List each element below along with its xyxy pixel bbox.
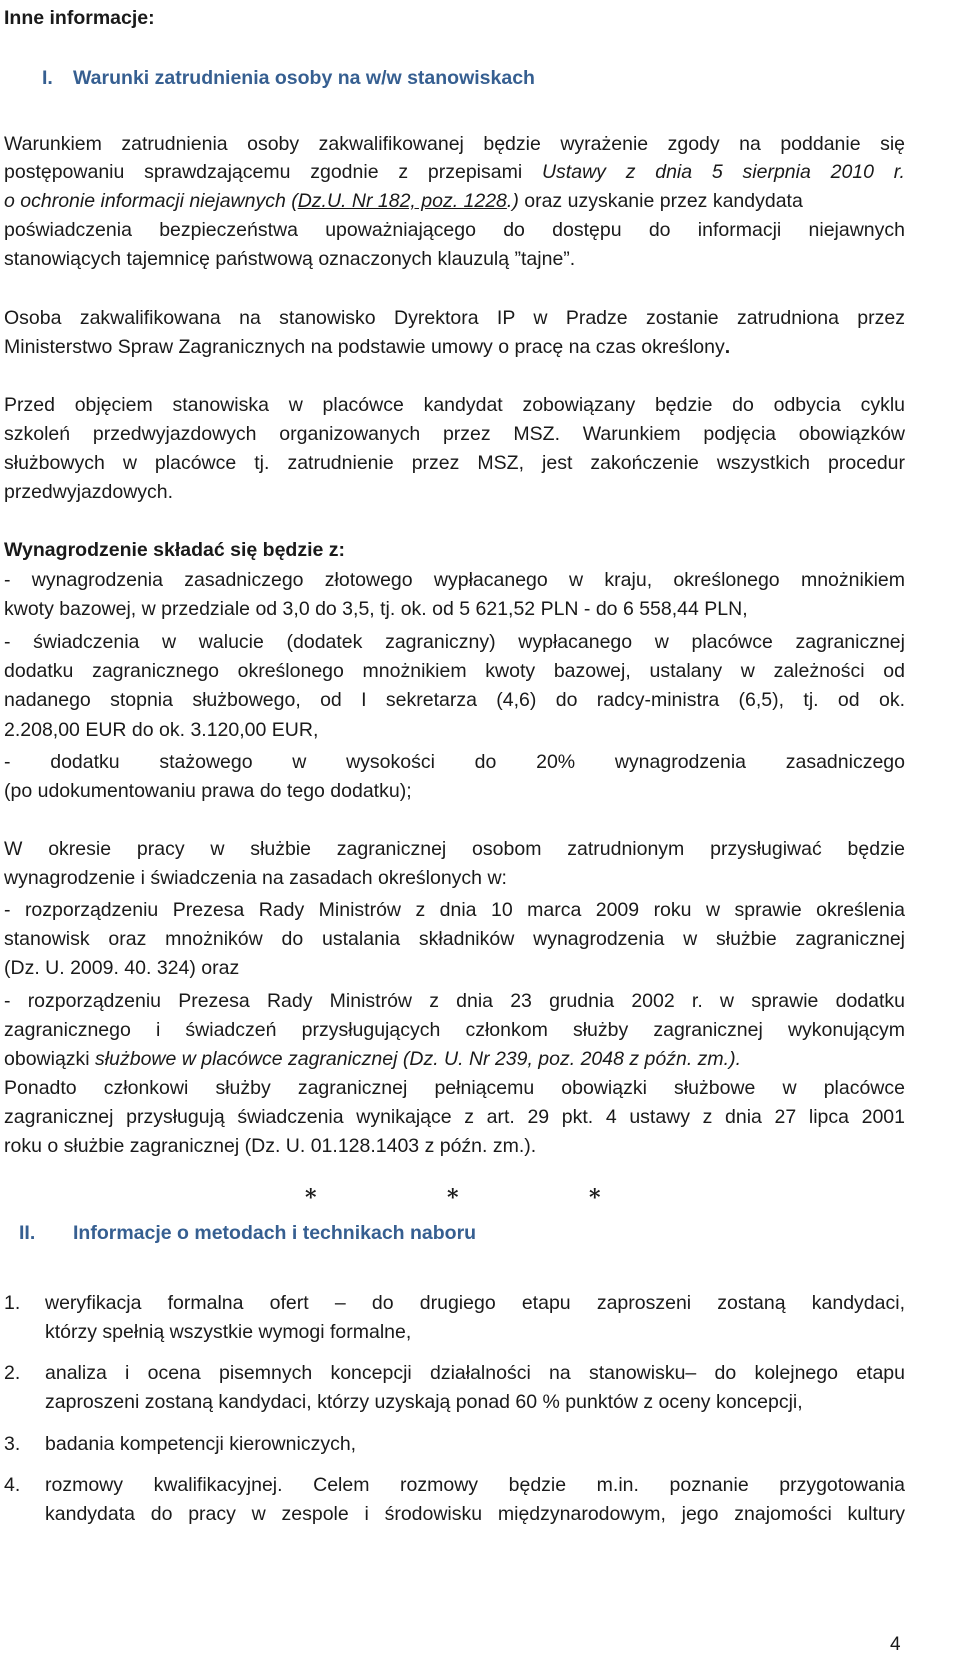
text-line: - rozporządzeniu Prezesa Rady Ministrów z dnia 23 grudnia 2002 r. w sprawie dodatku (4, 990, 905, 1012)
text-line: - świadczenia w walucie (dodatek zagraniczny) wypłacanego w placówce zagranicznej (4, 631, 905, 653)
salary-heading: Wynagrodzenie składać się będzie z: (4, 539, 346, 561)
text-line: (po udokumentowaniu prawa do tego dodatku); (4, 780, 412, 802)
text-line: (Dz. U. 2009. 40. 324) oraz (4, 957, 240, 979)
text-line: dodatku zagranicznego określonego mnożnikiem kwoty bazowej, ustalany w zależności od (4, 660, 905, 682)
text-line: kwoty bazowej, w przedziale od 3,0 do 3,5, tj. ok. od 5 621,52 PLN - do 6 558,44 PLN, (4, 598, 748, 620)
text-line: Ministerstwo Spraw Zagranicznych na podstawie umowy o pracę na czas określony. (4, 336, 731, 358)
separator-star: * (447, 1185, 459, 1211)
page-number: 4 (890, 1634, 901, 1655)
text-line: Ponadto członkowi służby zagranicznej pełniącemu obowiązki służbowe w placówce (4, 1077, 905, 1099)
list-item: kandydata do pracy w zespole i środowisku międzynarodowym, jego znajomości kultury (45, 1503, 905, 1525)
list-item: analiza i ocena pisemnych koncepcji działalności na stanowisku– do kolejnego etapu (45, 1362, 905, 1384)
section-2-number: II. (19, 1222, 36, 1244)
text-line: obowiązki służbowe w placówce zagranicznej (Dz. U. Nr 239, poz. 2048 z późn. zm.). (4, 1048, 741, 1070)
text-line: - dodatku stażowego w wysokości do 20% wynagrodzenia zasadniczego (4, 751, 905, 773)
text-line: Warunkiem zatrudnienia osoby zakwalifikowanej będzie wyrażenie zgody na poddanie się (4, 133, 905, 155)
list-item: rozmowy kwalifikacyjnej. Celem rozmowy będzie m.in. poznanie przygotowania (45, 1474, 905, 1496)
list-item: weryfikacja formalna ofert – do drugiego etapu zaproszeni zostaną kandydaci, (45, 1292, 905, 1314)
list-item: badania kompetencji kierowniczych, (45, 1433, 357, 1455)
text-line: roku o służbie zagranicznej (Dz. U. 01.128.1403 z późn. zm.). (4, 1135, 537, 1157)
text-line: stanowisk oraz mnożników do ustalania składników wynagrodzenia w służbie zagranicznej (4, 928, 905, 950)
text-line: przedwyjazdowych. (4, 481, 174, 503)
section-2-title: Informacje o metodach i technikach naboru (73, 1222, 477, 1244)
list-item-number: 2. (4, 1362, 21, 1384)
text-line: szkoleń przedwyjazdowych organizowanych przez MSZ. Warunkiem podjęcia obowiązków (4, 423, 905, 445)
text-line: wynagrodzenie i świadczenia na zasadach określonych w: (4, 867, 507, 889)
text-line: służbowych w placówce tj. zatrudnienie przez MSZ, jest zakończenie wszystkich procedur (4, 452, 905, 474)
list-item-number: 4. (4, 1474, 21, 1496)
list-item: którzy spełnią wszystkie wymogi formalne, (45, 1321, 412, 1343)
text-line: Osoba zakwalifikowana na stanowisko Dyrektora IP w Pradze zostanie zatrudniona przez (4, 307, 905, 329)
text-line: - rozporządzeniu Prezesa Rady Ministrów z dnia 10 marca 2009 roku w sprawie określenia (4, 899, 905, 921)
section-1-title: Warunki zatrudnienia osoby na w/w stanowiskach (73, 67, 535, 89)
section-1-number: I. (42, 67, 53, 89)
text-line: zagranicznej przysługują świadczenia wynikające z art. 29 pkt. 4 ustawy z dnia 27 lipca 2001 (4, 1106, 905, 1128)
text-line: postępowaniu sprawdzającemu zgodnie z przepisami Ustawy z dnia 5 sierpnia 2010 r. (4, 161, 905, 183)
text-line: poświadczenia bezpieczeństwa upoważniającego do dostępu do informacji niejawnych (4, 219, 905, 241)
list-item: zaproszeni zostaną kandydaci, którzy uzyskają ponad 60 % punktów z oceny koncepcji, (45, 1391, 803, 1413)
text-line: nadanego stopnia służbowego, od I sekretarza (4,6) do radcy-ministra (6,5), tj. od ok. (4, 689, 905, 711)
section-heading: Inne informacje: (4, 7, 155, 29)
text-line: Przed objęciem stanowiska w placówce kandydat zobowiązany będzie do odbycia cyklu (4, 394, 905, 416)
text-line: - wynagrodzenia zasadniczego złotowego wypłacanego w kraju, określonego mnożnikiem (4, 569, 905, 591)
text-line: W okresie pracy w służbie zagranicznej osobom zatrudnionym przysługiwać będzie (4, 838, 905, 860)
legal-reference-link[interactable]: Dz.U. Nr 182, poz. 1228 (297, 190, 507, 212)
list-item-number: 3. (4, 1433, 21, 1455)
separator-star: * (589, 1185, 601, 1211)
list-item-number: 1. (4, 1292, 21, 1314)
separator-star: * (305, 1185, 317, 1211)
text-line: o ochronie informacji niejawnych (Dz.U. Nr 182, poz. 1228.) oraz uzyskanie przez kandydata (4, 190, 803, 212)
text-line: stanowiących tajemnicę państwową oznaczonych klauzulą ”tajne”. (4, 248, 576, 270)
text-line: zagranicznego i świadczeń przysługujących członkom służby zagranicznej wykonującym (4, 1019, 905, 1041)
text-line: 2.208,00 EUR do ok. 3.120,00 EUR, (4, 719, 319, 741)
